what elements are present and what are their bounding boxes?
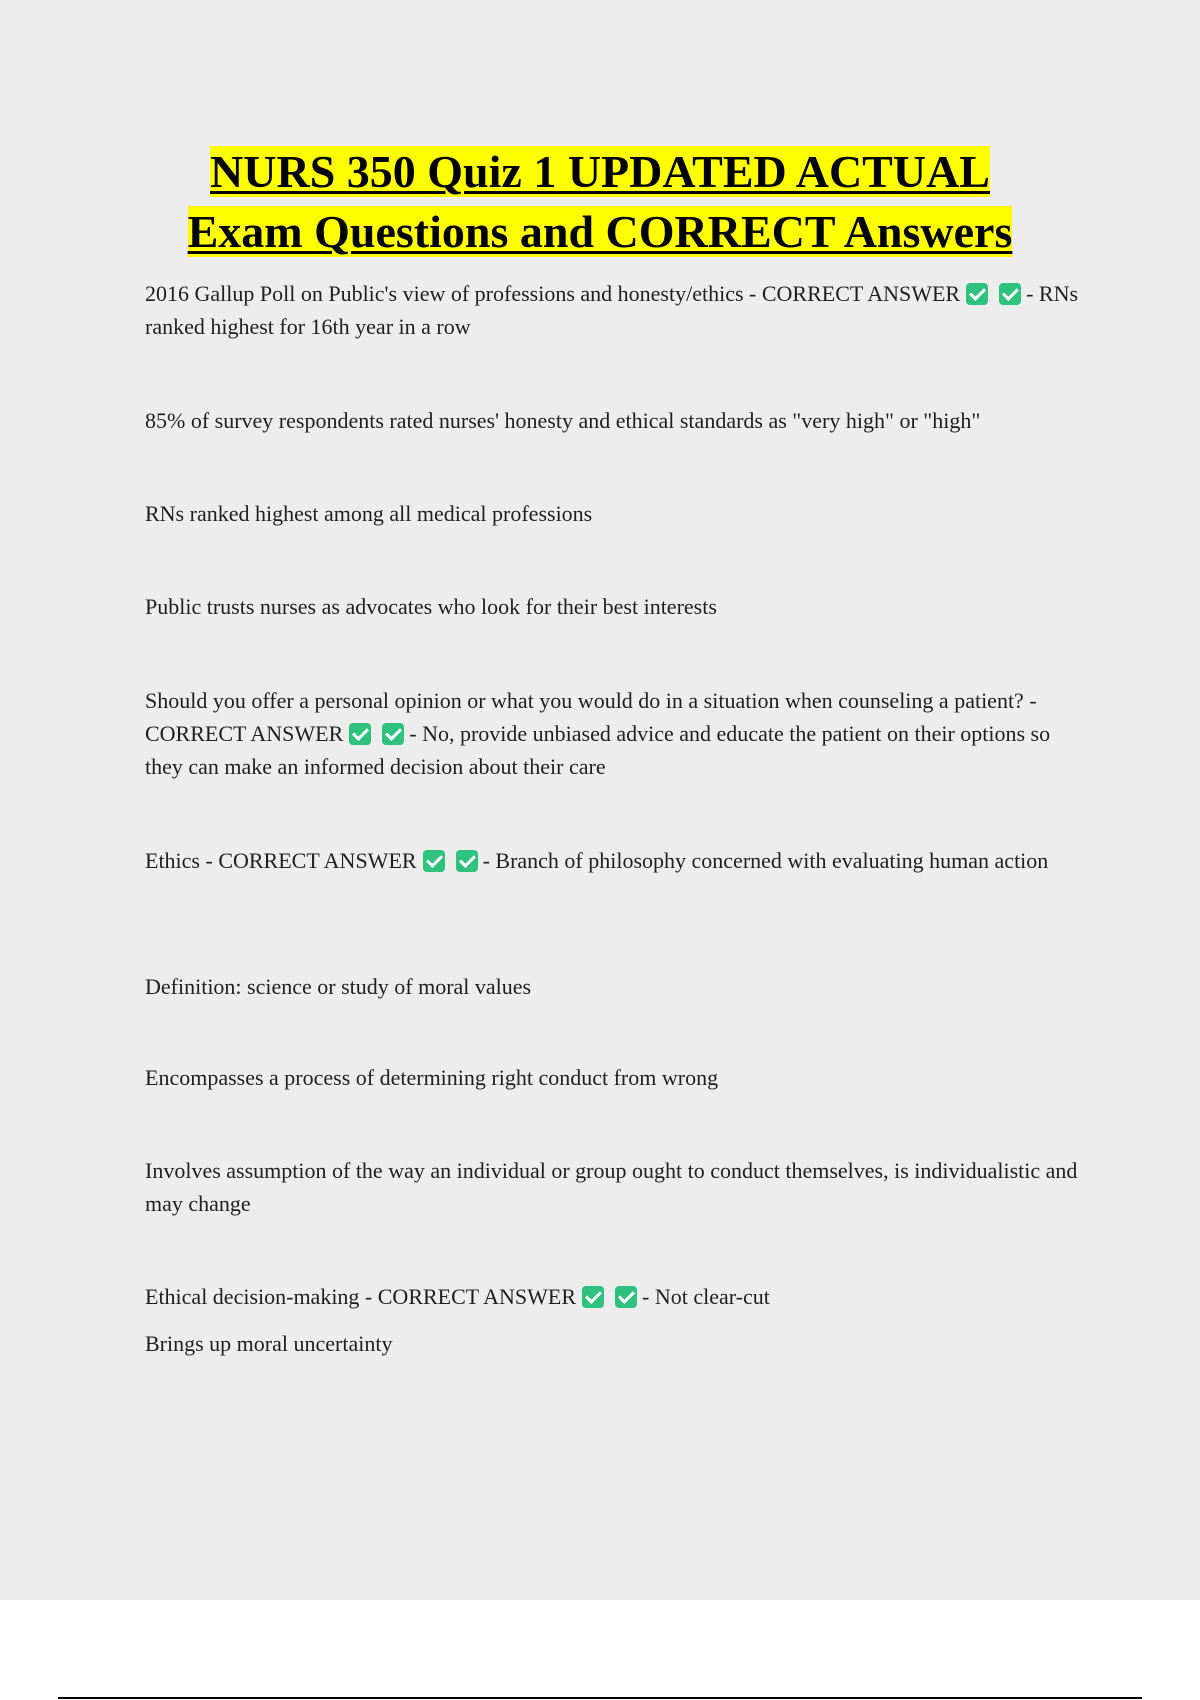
note-encompasses: Encompasses a process of determining right conduct from wrong (145, 1065, 719, 1090)
green-check-icon (582, 1286, 604, 1308)
qa-entry-personal-opinion (145, 684, 1085, 783)
note-survey-respondents: 85% of survey respondents rated nurses' honesty and ethical standards as "very high" or "high" (145, 408, 981, 433)
note-public-trusts: Public trusts nurses as advocates who look for their best interests (145, 594, 717, 619)
green-check-icon (615, 1286, 637, 1308)
question-text: 2016 Gallup Poll on Public's view of professions and honesty/ethics - CORRECT ANSWER (145, 281, 961, 306)
qa-entry-ethical-decision-making (145, 1280, 1085, 1313)
green-check-icon (966, 283, 988, 305)
green-check-icon (349, 723, 371, 745)
title-line-1: NURS 350 Quiz 1 UPDATED ACTUAL (210, 146, 990, 197)
answer-text: - RNs ranked highest for 16th year in a row (145, 281, 1079, 339)
note-moral-uncertainty: Brings up moral uncertainty (145, 1331, 393, 1356)
note-involves-assumption: Involves assumption of the way an individual or group ought to conduct themselves, is individualistic and may change (145, 1158, 1078, 1216)
note-definition: Definition: science or study of moral values (145, 974, 532, 999)
green-check-icon (382, 723, 404, 745)
question-text: Ethics - CORRECT ANSWER (145, 848, 417, 873)
qa-entry-ethics (145, 844, 1085, 877)
answer-text: - Not clear-cut (642, 1284, 770, 1309)
question-text: Ethical decision-making - CORRECT ANSWER (145, 1284, 576, 1309)
document-title (0, 142, 1200, 262)
answer-text: - Branch of philosophy concerned with evaluating human action (482, 848, 1049, 873)
green-check-icon (423, 850, 445, 872)
title-line-2: Exam Questions and CORRECT Answers (187, 206, 1013, 257)
question-text: Should you offer a personal opinion or what you would do in a situation when counseling a patient? - CORRECT ANSWER (145, 688, 1037, 746)
page-bottom-rule (58, 1697, 1142, 1699)
qa-entry-gallup-poll (145, 277, 1085, 343)
note-rns-ranked: RNs ranked highest among all medical professions (145, 501, 593, 526)
answer-text: - No, provide unbiased advice and educate the patient on their options so they can make an informed decision about their care (145, 721, 1051, 779)
green-check-icon (456, 850, 478, 872)
green-check-icon (999, 283, 1021, 305)
